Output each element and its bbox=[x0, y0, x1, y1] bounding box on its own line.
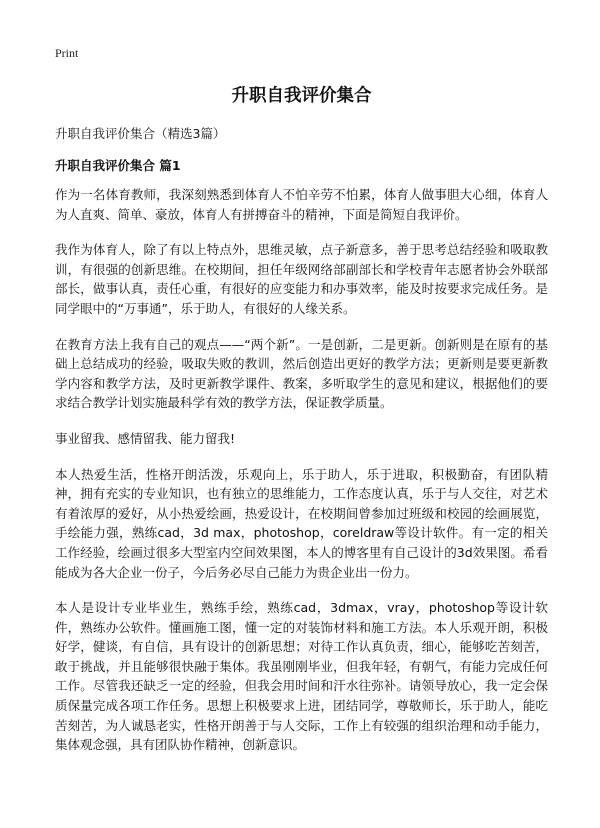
paragraph-6: 本人是设计专业毕业生，熟练手绘，熟练cad，3dmax，vray，photoshop等设计软件，熟练办公软件。懂画施工图，懂一定的对装饰材料和施工方法。本人乐观开朗，积极好学，健谈，有自信，具有设计的创新思想；对待工作认真负责，细心，能够吃苦刻苦，敢于挑战，并且能够很快融于集体。我虽刚刚毕业，但我年轻，有朝气，有能力完成任何工作。尽管我还缺乏一定的经验，但我会用时间和汗水往弥补。请领导放心，我一定会保质保量完成各项工作任务。思想上积极要求上进，团结同学，尊敬师长，乐于助人，能吃苦刻苦，为人诚恳老实，性格开朗善于与人交际，工作上有较强的组织治理和动手能力，集体观念强，具有团队协作精神，创新意识。 bbox=[55, 600, 548, 753]
paragraph-3: 在教育方法上我有自己的观点——“两个新”。一是创新，二是更新。创新则是在原有的基础上总结成功的经验，吸取失败的教训，然后创造出更好的教学方法；更新则是要更新教学内容和教学方法，及时更新教学课件、教案，多听取学生的意见和建议，根据他们的要求结合教学计划实施最科学有效的教学方法，保证教学质量。 bbox=[55, 336, 548, 411]
paragraph-1: 作为一名体育教师，我深刻熟悉到体育人不怕辛劳不怕累，体育人做事胆大心细，体育人为人直爽、简单、豪放，体育人有拼搏奋斗的精神，下面是简短自我评价。 bbox=[55, 187, 548, 222]
document-subtitle: 升职自我评价集合（精选3篇） bbox=[55, 126, 226, 141]
paragraph-4: 事业留我、感情留我、能力留我! bbox=[55, 430, 236, 446]
print-label: Print bbox=[55, 46, 79, 60]
section-heading: 升职自我评价集合 篇1 bbox=[55, 158, 181, 173]
document-title: 升职自我评价集合 bbox=[231, 86, 372, 106]
paragraph-2: 我作为体育人，除了有以上特点外，思维灵敏，点子新意多，善于思考总结经验和吸取教训，有很强的创新思维。在校期间，担任年级网络部副部长和学校青年志愿者协会外联部部长，做事认真，责任心重，有很好的应变能力和办事效率，能及时按要求完成任务。是同学眼中的“万事通”，乐于助人，有很好的人缘关系。 bbox=[55, 242, 548, 316]
paragraph-5: 本人热爱生活，性格开朗活泼，乐观向上，乐于助人，乐于进取，积极勤奋，有团队精神，拥有充实的专业知识，也有独立的思维能力，工作态度认真，乐于与人交往，对艺术有着浓厚的爱好，从小热爱绘画，热爱设计，在校期间曾参加过班级和校园的绘画展览，手绘能力强，熟练cad，3d max，photoshop，coreldraw等设计软件。有一定的相关工作经验，绘画过很多大型室内空间效果图，本人的博客里有自己设计的3d效果图。希看能成为各大企业一份子，今后务必尽自己能力为贵企业出一份力。 bbox=[55, 466, 548, 580]
